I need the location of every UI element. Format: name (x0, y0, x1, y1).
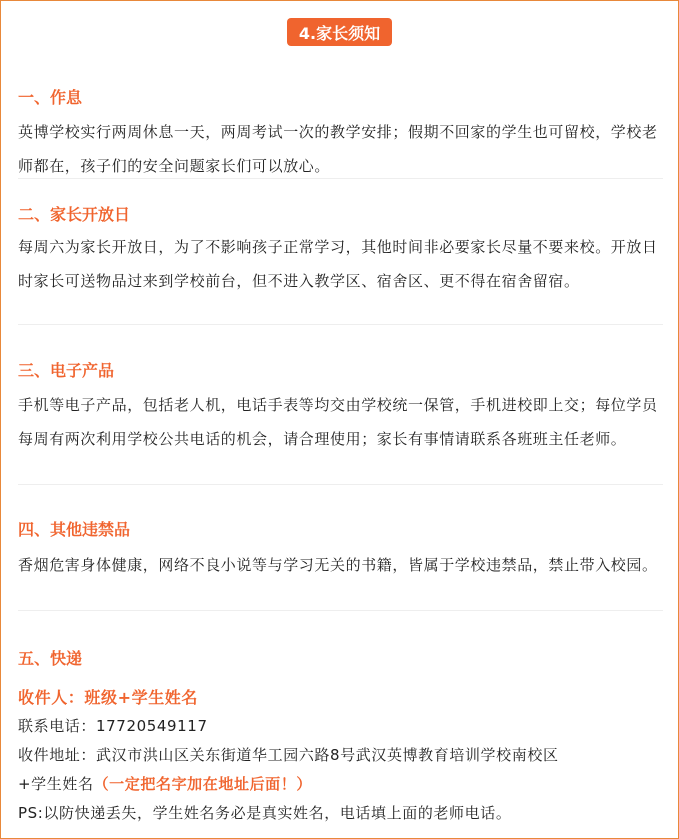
delivery-address-label: 收件地址： (18, 746, 97, 764)
section-heading-electronics: 三、电子产品 (18, 361, 115, 380)
section-body-rest-schedule: 英博学校实行两周休息一天，两周考试一次的教学安排；假期不回家的学生也可留校，学校老师都在，孩子们的安全问题家长们可以放心。 (18, 123, 658, 175)
section-body-prohibited: 香烟危害身体健康，网络不良小说等与学习无关的书籍，皆属于学校违禁品，禁止带入校园。 (18, 556, 658, 574)
divider (18, 610, 663, 611)
divider (18, 484, 663, 485)
delivery-address-row (18, 744, 668, 765)
divider (18, 178, 663, 179)
delivery-ps-note: PS:以防快递丢失，学生姓名务必是真实姓名，电话填上面的老师电话。 (18, 804, 512, 822)
section-heading-rest-schedule: 一、作息 (18, 88, 83, 107)
section-heading-delivery: 五、快递 (18, 649, 83, 668)
section-heading-prohibited: 四、其他违禁品 (18, 520, 131, 539)
delivery-phone-value: 17720549117 (96, 717, 208, 735)
delivery-address-row-2 (18, 773, 668, 794)
delivery-address-line2: +学生姓名 (18, 775, 94, 793)
section-body-open-day: 每周六为家长开放日，为了不影响孩子正常学习，其他时间非必要家长尽量不要来校。开放日时家长可送物品过来到学校前台，但不进入教学区、宿舍区、更不得在宿舍留宿。 (18, 238, 658, 290)
section-heading-open-day: 二、家长开放日 (18, 205, 131, 224)
delivery-address-note: （一定把名字加在地址后面！） (93, 775, 312, 793)
delivery-phone-label: 联系电话： (18, 717, 97, 735)
delivery-address-line1: 武汉市洪山区关东街道华工园六路8号武汉英博教育培训学校南校区 (96, 746, 559, 764)
section-body-electronics: 手机等电子产品，包括老人机，电话手表等均交由学校统一保管，手机进校即上交；每位学员每周有两次利用学校公共电话的机会，请合理使用；家长有事情请联系各班班主任老师。 (18, 396, 658, 448)
section-title-badge: 4.家长须知 (287, 18, 392, 46)
delivery-recipient: 收件人：班级+学生姓名 (18, 688, 199, 707)
divider (18, 324, 663, 325)
delivery-phone-row (18, 715, 668, 736)
